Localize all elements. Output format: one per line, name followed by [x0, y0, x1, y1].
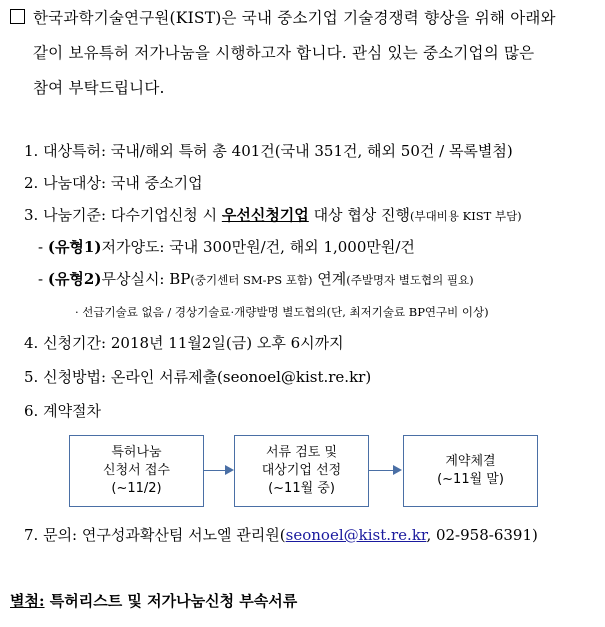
flow-step1-line3: (~11/2): [111, 481, 162, 496]
type2-label: (유형2): [47, 270, 102, 288]
item-contract-procedure: 6. 계약절차: [24, 402, 102, 420]
type2-text: 무상실시: BP: [101, 270, 191, 288]
item-target-patents: 1. 대상특허: 국내/해외 특허 총 401건(국내 351건, 해외 50건 / 목록별첨): [24, 142, 513, 160]
flow-step3-line2: (~11월 말): [437, 472, 504, 487]
intro-line-1: 한국과학기술연구원(KIST)은 국내 중소기업 기술경쟁력 향상을 위해 아래와: [33, 9, 556, 27]
sub-type-1: [38, 236, 415, 257]
arrow-right-icon: [393, 465, 402, 475]
attachment-text: 특허리스트 및 저가나눔신청 부속서류: [44, 592, 298, 610]
intro-line-3: 참여 부탁드립니다.: [33, 79, 165, 97]
flow-arrow-1: [203, 470, 226, 471]
checkbox-icon: [10, 9, 25, 24]
flow-arrow-2: [368, 470, 394, 471]
type1-label: (유형1): [47, 238, 102, 256]
inquiry-email-link[interactable]: seonoel@kist.re.kr: [285, 526, 427, 544]
attachment-label: 별첨:: [10, 592, 45, 610]
type2-text-2: 연계: [312, 270, 347, 288]
flow-step1-line1: 특허나눔: [111, 445, 162, 460]
inquiry-prefix: 7. 문의: 연구성과확산팀 서노엘 관리원(: [24, 526, 286, 544]
flow-step3-line1: 계약체결: [445, 454, 496, 469]
criteria-prefix: 3. 나눔기준: 다수기업신청 시: [24, 206, 222, 224]
type2-small-1: (중기센터 SM-PS 포함): [190, 273, 313, 287]
flow-step-application: [69, 435, 204, 507]
item-sharing-criteria: [24, 204, 522, 225]
item-inquiry: [24, 524, 538, 545]
type2-dash: -: [38, 270, 48, 288]
type1-dash: -: [38, 238, 48, 256]
flow-step2-line2: 대상기업 선정: [261, 463, 342, 478]
flow-step-review: [234, 435, 369, 507]
priority-applicant-text: 우선신청기업: [221, 206, 309, 224]
type1-text: 저가양도: 국내 300만원/건, 해외 1,000만원/건: [101, 238, 415, 256]
flow-step1-line2: 신청서 접수: [103, 463, 170, 478]
arrow-right-icon: [225, 465, 234, 475]
criteria-note: (부대비용 KIST 부담): [410, 209, 522, 223]
flow-step-contract: [403, 435, 538, 507]
criteria-suffix: 대상 협상 진행: [308, 206, 411, 224]
flow-step2-line3: (~11월 중): [268, 481, 335, 496]
inquiry-suffix: , 02-958-6391): [426, 526, 538, 544]
item-application-method: 5. 신청방법: 온라인 서류제출(seonoel@kist.re.kr): [24, 368, 372, 386]
item-target-recipients: 2. 나눔대상: 국내 중소기업: [24, 174, 203, 192]
sub-type-2: [38, 268, 474, 289]
attachment-note: [10, 590, 297, 611]
type2-small-2: (주발명자 별도협의 필요): [346, 273, 474, 287]
intro-line-2: 같이 보유특허 저가나눔을 시행하고자 합니다. 관심 있는 중소기업의 많은: [33, 44, 535, 62]
item-application-period: 4. 신청기간: 2018년 11월2일(금) 오후 6시까지: [24, 334, 344, 352]
royalty-note: · 선급기술료 없음 / 경상기술료·개량발명 별도협의(단, 최저기술료 BP연구비 이상): [75, 305, 489, 319]
flow-step2-line1: 서류 검토 및: [265, 445, 338, 460]
